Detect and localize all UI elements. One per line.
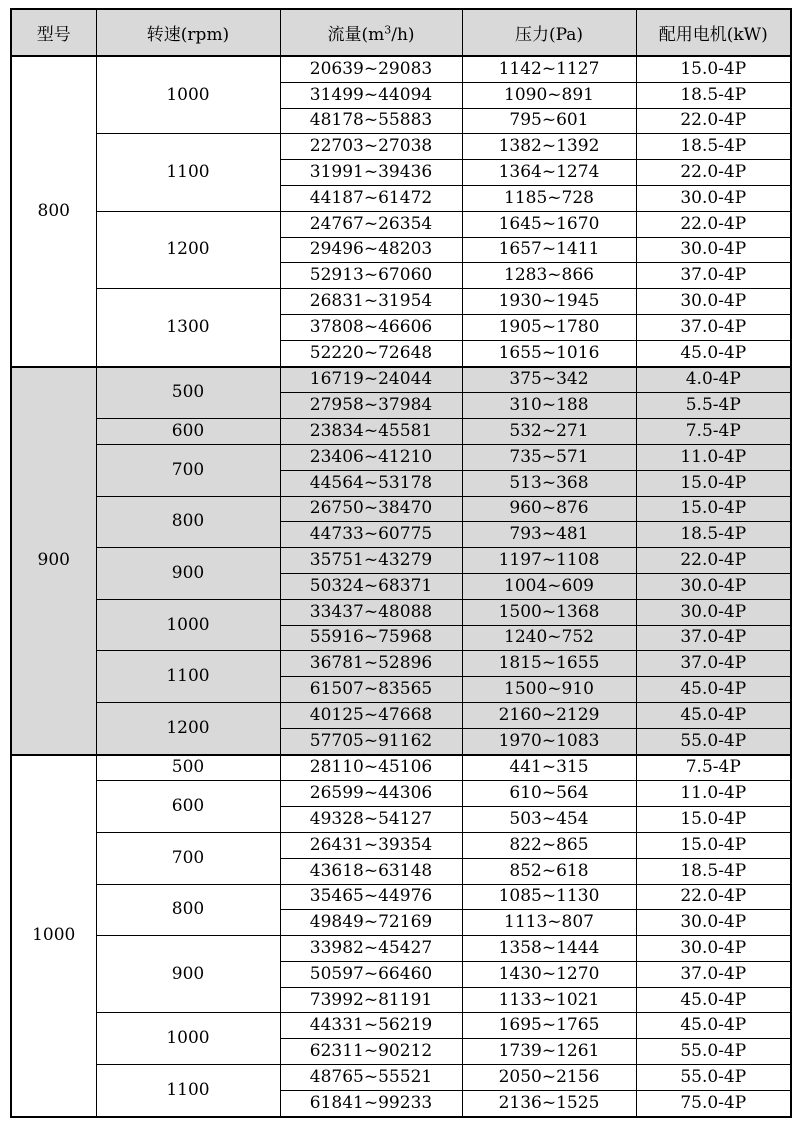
flow-cell: 52220~72648 bbox=[280, 340, 462, 366]
motor-cell: 30.0-4P bbox=[636, 289, 791, 315]
motor-cell: 37.0-4P bbox=[636, 314, 791, 340]
table-row bbox=[11, 419, 791, 445]
pressure-cell: 1004~609 bbox=[462, 573, 636, 599]
flow-cell: 16719~24044 bbox=[280, 367, 462, 393]
speed-cell: 600 bbox=[96, 419, 280, 445]
pressure-cell: 793~481 bbox=[462, 522, 636, 548]
motor-cell: 37.0-4P bbox=[636, 625, 791, 651]
pressure-cell: 1905~1780 bbox=[462, 314, 636, 340]
motor-cell: 18.5-4P bbox=[636, 134, 791, 160]
flow-cell: 22703~27038 bbox=[280, 134, 462, 160]
header-flow bbox=[280, 9, 462, 56]
fan-spec-table bbox=[10, 8, 792, 1118]
pressure-cell: 1815~1655 bbox=[462, 651, 636, 677]
speed-cell: 600 bbox=[96, 781, 280, 833]
motor-cell: 11.0-4P bbox=[636, 444, 791, 470]
motor-cell: 30.0-4P bbox=[636, 237, 791, 263]
pressure-cell: 1364~1274 bbox=[462, 160, 636, 186]
model-cell: 1000 bbox=[11, 755, 96, 1117]
flow-cell: 49328~54127 bbox=[280, 807, 462, 833]
table-row bbox=[11, 755, 791, 781]
pressure-cell: 1500~1368 bbox=[462, 599, 636, 625]
pressure-cell: 1085~1130 bbox=[462, 884, 636, 910]
table-row bbox=[11, 832, 791, 858]
pressure-cell: 795~601 bbox=[462, 108, 636, 134]
table-row bbox=[11, 211, 791, 237]
motor-cell: 22.0-4P bbox=[636, 211, 791, 237]
motor-cell: 18.5-4P bbox=[636, 522, 791, 548]
motor-cell: 45.0-4P bbox=[636, 702, 791, 728]
motor-cell: 45.0-4P bbox=[636, 1013, 791, 1039]
model-group-1000 bbox=[11, 755, 791, 1117]
table-row bbox=[11, 781, 791, 807]
motor-cell: 15.0-4P bbox=[636, 56, 791, 82]
flow-cell: 26831~31954 bbox=[280, 289, 462, 315]
header-motor: 配用电机(kW) bbox=[636, 9, 791, 56]
motor-cell: 4.0-4P bbox=[636, 367, 791, 393]
pressure-cell: 1500~910 bbox=[462, 677, 636, 703]
motor-cell: 30.0-4P bbox=[636, 185, 791, 211]
motor-cell: 15.0-4P bbox=[636, 470, 791, 496]
motor-cell: 45.0-4P bbox=[636, 677, 791, 703]
flow-cell: 31499~44094 bbox=[280, 82, 462, 108]
pressure-cell: 1930~1945 bbox=[462, 289, 636, 315]
pressure-cell: 532~271 bbox=[462, 419, 636, 445]
flow-cell: 31991~39436 bbox=[280, 160, 462, 186]
speed-cell: 500 bbox=[96, 367, 280, 419]
speed-cell: 800 bbox=[96, 884, 280, 936]
motor-cell: 15.0-4P bbox=[636, 832, 791, 858]
pressure-cell: 1283~866 bbox=[462, 263, 636, 289]
flow-cell: 35465~44976 bbox=[280, 884, 462, 910]
motor-cell: 30.0-4P bbox=[636, 910, 791, 936]
table-row bbox=[11, 599, 791, 625]
pressure-cell: 1645~1670 bbox=[462, 211, 636, 237]
header-speed: 转速(rpm) bbox=[96, 9, 280, 56]
flow-cell: 20639~29083 bbox=[280, 56, 462, 82]
speed-cell: 1000 bbox=[96, 1013, 280, 1065]
header-flow-suffix: /h) bbox=[391, 25, 415, 45]
motor-cell: 75.0-4P bbox=[636, 1090, 791, 1116]
flow-cell: 61507~83565 bbox=[280, 677, 462, 703]
speed-cell: 900 bbox=[96, 936, 280, 1013]
motor-cell: 22.0-4P bbox=[636, 108, 791, 134]
flow-cell: 28110~45106 bbox=[280, 755, 462, 781]
motor-cell: 55.0-4P bbox=[636, 1039, 791, 1065]
pressure-cell: 375~342 bbox=[462, 367, 636, 393]
motor-cell: 30.0-4P bbox=[636, 599, 791, 625]
flow-cell: 37808~46606 bbox=[280, 314, 462, 340]
table-row bbox=[11, 367, 791, 393]
pressure-cell: 1113~807 bbox=[462, 910, 636, 936]
pressure-cell: 1739~1261 bbox=[462, 1039, 636, 1065]
motor-cell: 18.5-4P bbox=[636, 858, 791, 884]
pressure-cell: 1695~1765 bbox=[462, 1013, 636, 1039]
table-row bbox=[11, 496, 791, 522]
motor-cell: 37.0-4P bbox=[636, 651, 791, 677]
speed-cell: 1300 bbox=[96, 289, 280, 367]
flow-cell: 33437~48088 bbox=[280, 599, 462, 625]
pressure-cell: 1185~728 bbox=[462, 185, 636, 211]
pressure-cell: 1358~1444 bbox=[462, 936, 636, 962]
motor-cell: 15.0-4P bbox=[636, 496, 791, 522]
motor-cell: 45.0-4P bbox=[636, 987, 791, 1013]
flow-cell: 73992~81191 bbox=[280, 987, 462, 1013]
flow-cell: 48178~55883 bbox=[280, 108, 462, 134]
speed-cell: 800 bbox=[96, 496, 280, 548]
speed-cell: 1100 bbox=[96, 1065, 280, 1117]
header-flow-prefix: 流量(m bbox=[327, 25, 385, 45]
flow-cell: 33982~45427 bbox=[280, 936, 462, 962]
flow-cell: 44564~53178 bbox=[280, 470, 462, 496]
flow-cell: 29496~48203 bbox=[280, 237, 462, 263]
motor-cell: 15.0-4P bbox=[636, 807, 791, 833]
speed-cell: 500 bbox=[96, 755, 280, 781]
pressure-cell: 1240~752 bbox=[462, 625, 636, 651]
flow-cell: 44733~60775 bbox=[280, 522, 462, 548]
flow-cell: 26750~38470 bbox=[280, 496, 462, 522]
flow-cell: 52913~67060 bbox=[280, 263, 462, 289]
model-cell: 900 bbox=[11, 367, 96, 755]
pressure-cell: 503~454 bbox=[462, 807, 636, 833]
motor-cell: 55.0-4P bbox=[636, 1065, 791, 1091]
speed-cell: 1000 bbox=[96, 56, 280, 134]
motor-cell: 45.0-4P bbox=[636, 340, 791, 366]
motor-cell: 37.0-4P bbox=[636, 961, 791, 987]
table-row bbox=[11, 1065, 791, 1091]
flow-cell: 23834~45581 bbox=[280, 419, 462, 445]
flow-cell: 61841~99233 bbox=[280, 1090, 462, 1116]
pressure-cell: 822~865 bbox=[462, 832, 636, 858]
speed-cell: 1100 bbox=[96, 651, 280, 703]
pressure-cell: 441~315 bbox=[462, 755, 636, 781]
pressure-cell: 1655~1016 bbox=[462, 340, 636, 366]
flow-cell: 43618~63148 bbox=[280, 858, 462, 884]
table-row bbox=[11, 702, 791, 728]
table-header bbox=[11, 9, 791, 56]
flow-cell: 26431~39354 bbox=[280, 832, 462, 858]
flow-cell: 62311~90212 bbox=[280, 1039, 462, 1065]
model-group-900 bbox=[11, 367, 791, 755]
flow-cell: 50597~66460 bbox=[280, 961, 462, 987]
motor-cell: 22.0-4P bbox=[636, 548, 791, 574]
pressure-cell: 2160~2129 bbox=[462, 702, 636, 728]
flow-cell: 44331~56219 bbox=[280, 1013, 462, 1039]
table-row bbox=[11, 1013, 791, 1039]
flow-cell: 35751~43279 bbox=[280, 548, 462, 574]
motor-cell: 11.0-4P bbox=[636, 781, 791, 807]
motor-cell: 30.0-4P bbox=[636, 936, 791, 962]
motor-cell: 37.0-4P bbox=[636, 263, 791, 289]
table-row bbox=[11, 884, 791, 910]
header-model: 型号 bbox=[11, 9, 96, 56]
pressure-cell: 960~876 bbox=[462, 496, 636, 522]
pressure-cell: 1430~1270 bbox=[462, 961, 636, 987]
motor-cell: 30.0-4P bbox=[636, 573, 791, 599]
flow-cell: 36781~52896 bbox=[280, 651, 462, 677]
flow-cell: 23406~41210 bbox=[280, 444, 462, 470]
pressure-cell: 1090~891 bbox=[462, 82, 636, 108]
header-row bbox=[11, 9, 791, 56]
pressure-cell: 610~564 bbox=[462, 781, 636, 807]
pressure-cell: 513~368 bbox=[462, 470, 636, 496]
flow-cell: 50324~68371 bbox=[280, 573, 462, 599]
motor-cell: 22.0-4P bbox=[636, 160, 791, 186]
table-row bbox=[11, 444, 791, 470]
model-group-800 bbox=[11, 56, 791, 367]
pressure-cell: 310~188 bbox=[462, 393, 636, 419]
pressure-cell: 1657~1411 bbox=[462, 237, 636, 263]
speed-cell: 900 bbox=[96, 548, 280, 600]
flow-cell: 24767~26354 bbox=[280, 211, 462, 237]
motor-cell: 18.5-4P bbox=[636, 82, 791, 108]
motor-cell: 7.5-4P bbox=[636, 755, 791, 781]
pressure-cell: 1382~1392 bbox=[462, 134, 636, 160]
pressure-cell: 1197~1108 bbox=[462, 548, 636, 574]
pressure-cell: 1970~1083 bbox=[462, 728, 636, 754]
motor-cell: 7.5-4P bbox=[636, 419, 791, 445]
speed-cell: 1200 bbox=[96, 702, 280, 754]
pressure-cell: 1133~1021 bbox=[462, 987, 636, 1013]
motor-cell: 22.0-4P bbox=[636, 884, 791, 910]
flow-cell: 48765~55521 bbox=[280, 1065, 462, 1091]
speed-cell: 1200 bbox=[96, 211, 280, 288]
motor-cell: 5.5-4P bbox=[636, 393, 791, 419]
speed-cell: 700 bbox=[96, 832, 280, 884]
pressure-cell: 735~571 bbox=[462, 444, 636, 470]
header-flow-superscript: 3 bbox=[384, 23, 392, 37]
table-row bbox=[11, 134, 791, 160]
pressure-cell: 852~618 bbox=[462, 858, 636, 884]
flow-cell: 26599~44306 bbox=[280, 781, 462, 807]
header-pressure: 压力(Pa) bbox=[462, 9, 636, 56]
table-row bbox=[11, 56, 791, 82]
speed-cell: 700 bbox=[96, 444, 280, 496]
pressure-cell: 1142~1127 bbox=[462, 56, 636, 82]
speed-cell: 1000 bbox=[96, 599, 280, 651]
flow-cell: 44187~61472 bbox=[280, 185, 462, 211]
model-cell: 800 bbox=[11, 56, 96, 367]
speed-cell: 1100 bbox=[96, 134, 280, 211]
flow-cell: 57705~91162 bbox=[280, 728, 462, 754]
flow-cell: 40125~47668 bbox=[280, 702, 462, 728]
pressure-cell: 2050~2156 bbox=[462, 1065, 636, 1091]
table-row bbox=[11, 651, 791, 677]
motor-cell: 55.0-4P bbox=[636, 728, 791, 754]
table-row bbox=[11, 548, 791, 574]
pressure-cell: 2136~1525 bbox=[462, 1090, 636, 1116]
flow-cell: 55916~75968 bbox=[280, 625, 462, 651]
table-row bbox=[11, 289, 791, 315]
table-row bbox=[11, 936, 791, 962]
flow-cell: 27958~37984 bbox=[280, 393, 462, 419]
flow-cell: 49849~72169 bbox=[280, 910, 462, 936]
